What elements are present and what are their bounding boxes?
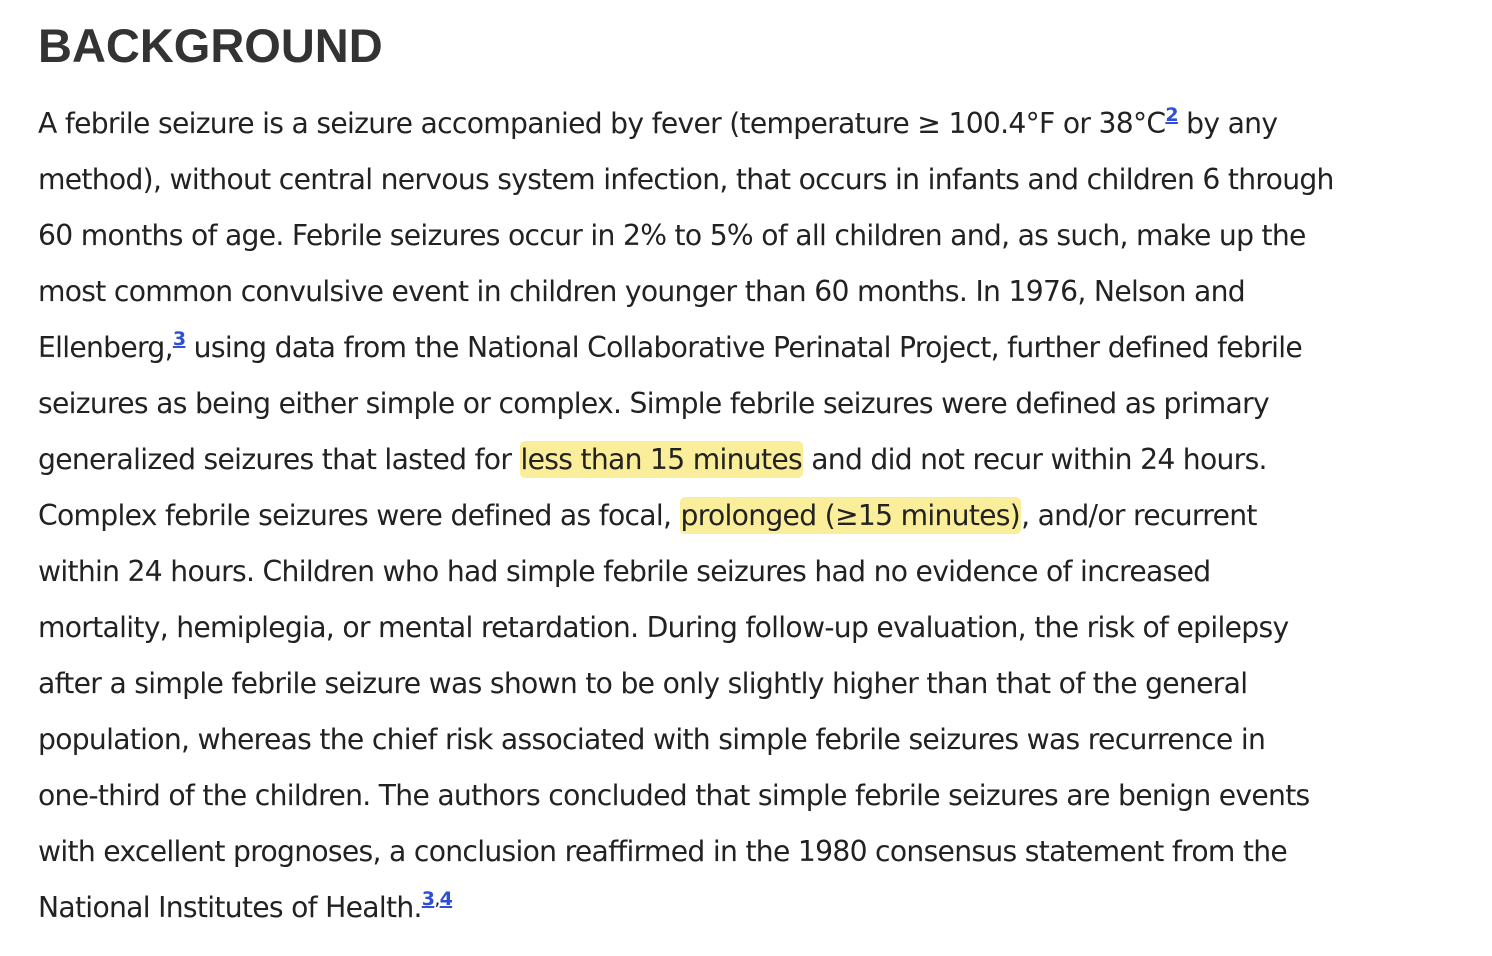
citation-link-3[interactable]: 3 bbox=[172, 327, 186, 350]
text-segment: and did not recur within 24 hours. bbox=[802, 443, 1267, 476]
text-line-1 bbox=[38, 96, 1478, 152]
text-segment: using data from the National Collaborative Perinatal Project, further defined febrile bbox=[185, 331, 1302, 364]
text-line-9: within 24 hours. Children who had simple febrile seizures had no evidence of increased bbox=[38, 555, 1211, 588]
section-heading: BACKGROUND bbox=[38, 19, 383, 72]
text-line-14: with excellent prognoses, a conclusion reaffirmed in the 1980 consensus statement from the bbox=[38, 835, 1288, 868]
text-line-13: one-third of the children. The authors concluded that simple febrile seizures are benign events bbox=[38, 779, 1310, 812]
citation-separator: , bbox=[434, 887, 440, 910]
text-segment: Complex febrile seizures were defined as focal, bbox=[38, 499, 680, 532]
text-line-5 bbox=[38, 320, 1478, 376]
highlight-less-than-15-minutes[interactable]: less than 15 minutes bbox=[520, 443, 802, 476]
background-paragraph bbox=[38, 96, 1478, 936]
text-line-11: after a simple febrile seizure was shown to be only slightly higher than that of the general bbox=[38, 667, 1248, 700]
highlight-prolonged[interactable]: prolonged (≥15 minutes) bbox=[680, 499, 1021, 532]
article-section bbox=[38, 0, 1478, 936]
citation-ref-2 bbox=[1165, 104, 1178, 126]
citation-ref-3-4 bbox=[422, 888, 452, 910]
text-line-4: most common convulsive event in children younger than 60 months. In 1976, Nelson and bbox=[38, 275, 1245, 308]
text-segment: Ellenberg, bbox=[38, 331, 173, 364]
text-line-10: mortality, hemiplegia, or mental retardation. During follow-up evaluation, the risk of epilepsy bbox=[38, 611, 1289, 644]
text-line-6: seizures as being either simple or complex. Simple febrile seizures were defined as primary bbox=[38, 387, 1269, 420]
text-segment: generalized seizures that lasted for bbox=[38, 443, 520, 476]
text-line-12: population, whereas the chief risk associated with simple febrile seizures was recurrence in bbox=[38, 723, 1266, 756]
text-line-7 bbox=[38, 432, 1478, 488]
text-segment: National Institutes of Health. bbox=[38, 891, 422, 924]
text-line-8 bbox=[38, 488, 1478, 544]
text-segment: by any bbox=[1177, 107, 1278, 140]
text-segment: A febrile seizure is a seizure accompanied by fever (temperature ≥ 100.4°F or 38°C bbox=[38, 107, 1166, 140]
text-line-3: 60 months of age. Febrile seizures occur in 2% to 5% of all children and, as such, make up the bbox=[38, 219, 1306, 252]
citation-link-2[interactable]: 2 bbox=[1165, 103, 1178, 126]
text-segment: , and/or recurrent bbox=[1021, 499, 1257, 532]
citation-ref-3 bbox=[173, 328, 186, 350]
text-line-2: method), without central nervous system infection, that occurs in infants and children 6 through bbox=[38, 163, 1334, 196]
citation-link-4[interactable]: 4 bbox=[439, 887, 453, 910]
text-line-15 bbox=[38, 880, 1478, 936]
citation-link-3[interactable]: 3 bbox=[421, 887, 435, 910]
